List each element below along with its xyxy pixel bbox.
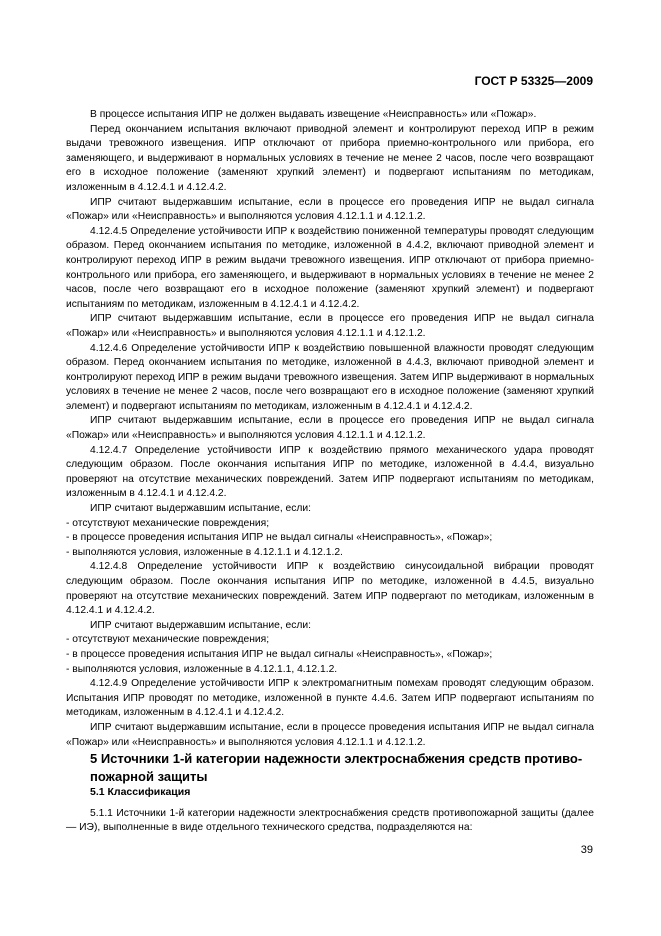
paragraph: ИПР считают выдержавшим испытание, если:: [90, 619, 312, 631]
section-title-line: 5 Источники 1-й категории надежности электроснабжения средств противо-: [90, 751, 583, 767]
document-body: [66, 108, 594, 836]
paragraph: ИПР считают выдержавшим испытание, если в процессе его проведения ИПР не выдал сигнала «Пожар» или «Неисправность» и выполняются условия 4.12.1.1 и 4.12.1.2.: [66, 415, 594, 442]
paragraph: ИПР считают выдержавшим испытание, если в процессе его проведения ИПР не выдал сигнала «Пожар» или «Неисправность» и выполняются условия 4.12.1.1 и 4.12.1.2.: [66, 313, 594, 339]
paragraph: 4.12.4.7 Определение устойчивости ИПР к воздействию прямого механического удара проводят следующим образом. После окончания испытания ИПР по методике, изложенной в 4.4.4, визуально проверяют на отсутствие механических повреждений. Затем ИПР подвергают испытаниям по методикам, изложенным в 4.12.4.1 и 4.12.4.2.: [66, 444, 594, 500]
list-item: - в процессе проведения испытания ИПР не выдал сигналы «Неисправность», «Пожар»;: [66, 648, 493, 660]
paragraph: 4.12.4.9 Определение устойчивости ИПР к электромагнитным помехам проводят следующим образом. Испытания ИПР проводят по методике, изложенной в пункте 4.4.6. Затем ИПР подвергают испытаниям по методикам, изложенным в 4.12.4.1 и 4.12.4.2.: [66, 678, 594, 719]
paragraph: 4.12.4.6 Определение устойчивости ИПР к воздействию повышенной влажности проводят следующим образом. Перед окончанием испытания по методике, изложенной в 4.4.3, включают приводной элемент и контролируют переход ИПР в режим выдачи тревожного извещения. Затем ИПР выдерживают в нормальных условиях в течение не менее 2 часов, после чего возвращают его в исходное положение (заменяют хрупкий элемент) и подвергают испытаниям по методикам, изложенным в 4.12.4.1 и 4.12.4.2.: [66, 342, 594, 412]
paragraph: ИПР считают выдержавшим испытание, если:: [90, 503, 312, 515]
paragraph: В процессе испытания ИПР не должен выдавать извещение «Неисправность» или «Пожар».: [90, 109, 537, 120]
paragraph: Перед окончанием испытания включают приводной элемент и контролируют переход ИПР в режим выдачи тревожного извещения. ИПР отключают от прибора приемно-контрольного или прибора, его заменяющего, и выдерживают в нормальных условиях в течение не менее 2 часов, после чего возвращают его в исходное положение (заменяют хрупкий элемент) и подвергают испытаниям по методикам, изложенным в 4.12.4.1 и 4.12.4.2.: [66, 123, 594, 193]
list-item: - выполняются условия, изложенные в 4.12.1.1 и 4.12.1.2.: [66, 546, 343, 558]
list-item: - в процессе проведения испытания ИПР не выдал сигналы «Неисправность», «Пожар»;: [66, 532, 493, 544]
list-item: - отсутствуют механические повреждения;: [66, 517, 270, 529]
section-title-line: пожарной защиты: [90, 768, 208, 784]
paragraph: ИПР считают выдержавшим испытание, если в процессе проведения испытания ИПР не выдал сигнала «Пожар» или «Неисправность» и выполняются условия 4.12.1.1 и 4.12.1.2.: [66, 721, 594, 748]
list-item: - выполняются условия, изложенные в 4.12.1.1, 4.12.1.2.: [66, 663, 338, 675]
document-header: ГОСТ Р 53325—2009: [474, 74, 593, 88]
subsection-title: 5.1 Классификация: [90, 786, 191, 799]
paragraph: 4.12.4.8 Определение устойчивости ИПР к воздействию синусоидальной вибрации проводят следующим образом. После окончания испытания ИПР по методике, изложенной в 4.4.5, визуально проверяют на отсутствие механических повреждений. Затем ИПР подвергают по методикам, изложенным в 4.12.4.1 и 4.12.4.2.: [66, 561, 594, 617]
paragraph: ИПР считают выдержавшим испытание, если в процессе его проведения ИПР не выдал сигнала «Пожар» или «Неисправность» и выполняются условия 4.12.1.1 и 4.12.1.2.: [66, 196, 594, 223]
list-item: - отсутствуют механические повреждения;: [66, 634, 270, 646]
page-number: 39: [580, 844, 593, 856]
section-title: [66, 750, 594, 785]
paragraph: 4.12.4.5 Определение устойчивости ИПР к воздействию пониженной температуры проводят следующим образом. Перед окончанием испытания по методике, изложенной в 4.4.2, включают приводной элемент и контролируют переход ИПР в режим выдачи тревожного извещения. ИПР отключают от прибора приемно-контрольного или прибора, его заменяющего, и выдерживают в нормальных условиях в течение не менее 2 часов, после чего возвращают его в исходное положение (заменяют хрупкий элемент) и подвергают испытаниям по методикам, изложенным в 4.12.4.1 и 4.12.4.2.: [66, 225, 594, 310]
paragraph: 5.1.1 Источники 1-й категории надежности электроснабжения средств противопожарной защиты (далее — ИЭ), выполненные в виде отдельного технического средства, подразделяются на:: [66, 807, 594, 834]
